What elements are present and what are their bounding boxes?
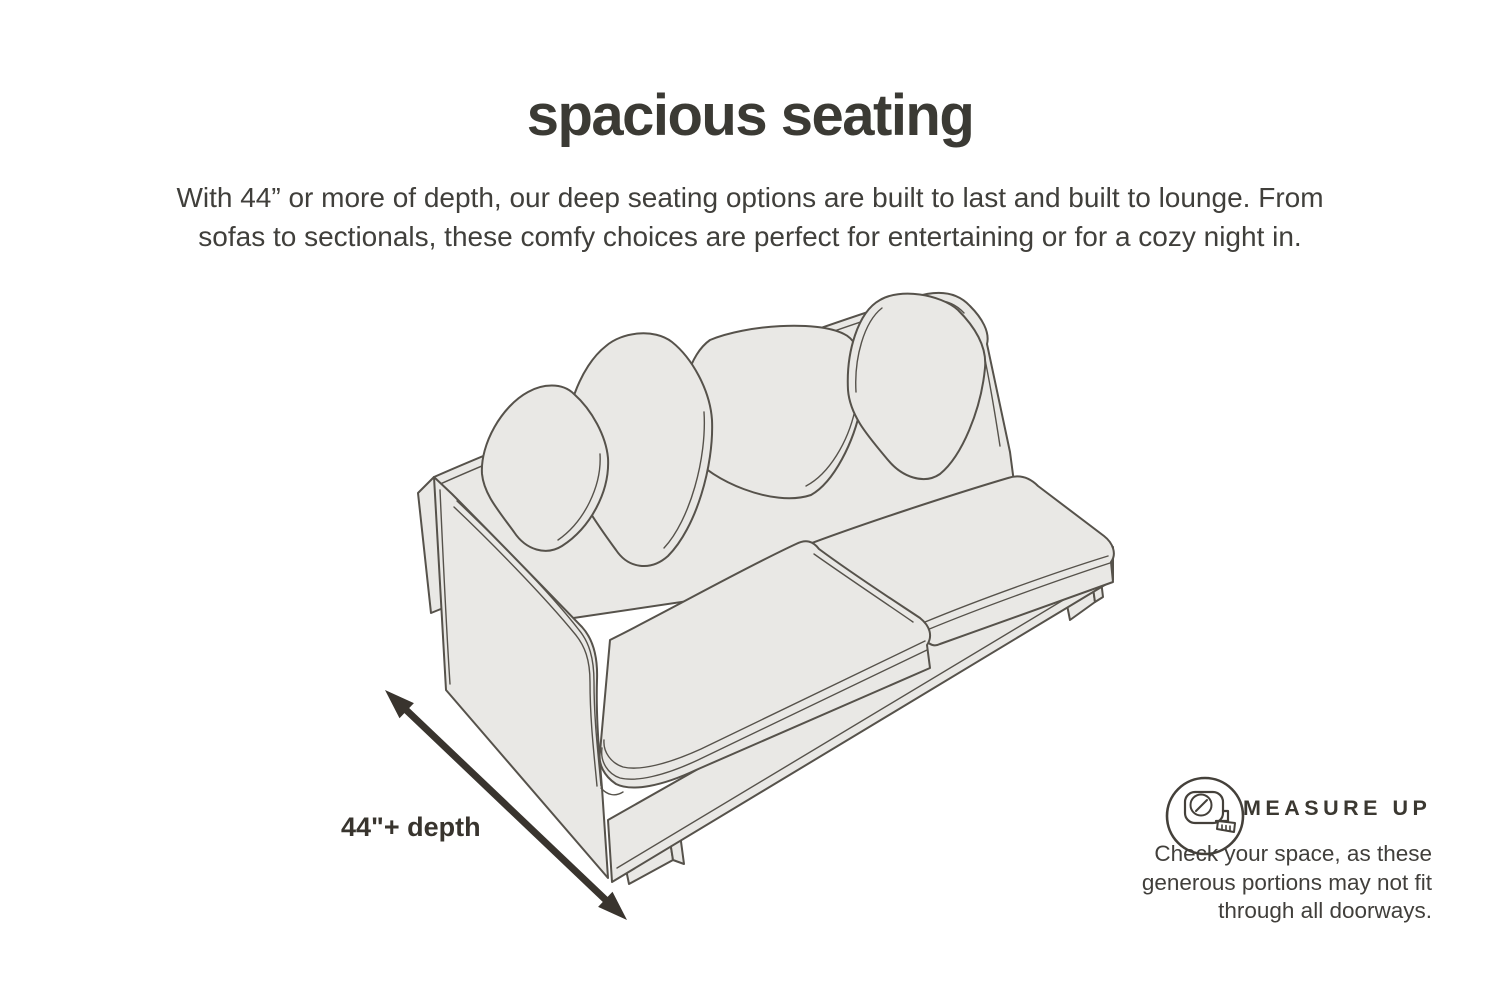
depth-arrow (360, 660, 660, 950)
page-title: spacious seating (526, 83, 974, 148)
dimension-label: 44"+ depth (341, 812, 481, 842)
measure-up-heading: MEASURE UP (1243, 796, 1432, 820)
measure-up-note-line-2: generous portions may not fit (1141, 869, 1432, 895)
intro-text (0, 178, 1500, 256)
measure-up-note-line-1: Check your space, as these (1154, 841, 1432, 866)
intro-line-1: With 44” or more of depth, our deep seating options are built to last and built to lounge. From (176, 182, 1324, 213)
measure-up-note-line-3: through all doorways. (1218, 898, 1432, 923)
intro-line-2: sofas to sectionals, these comfy choices are perfect for entertaining or for a cozy night in. (198, 221, 1302, 252)
measure-up-note (1072, 840, 1432, 926)
